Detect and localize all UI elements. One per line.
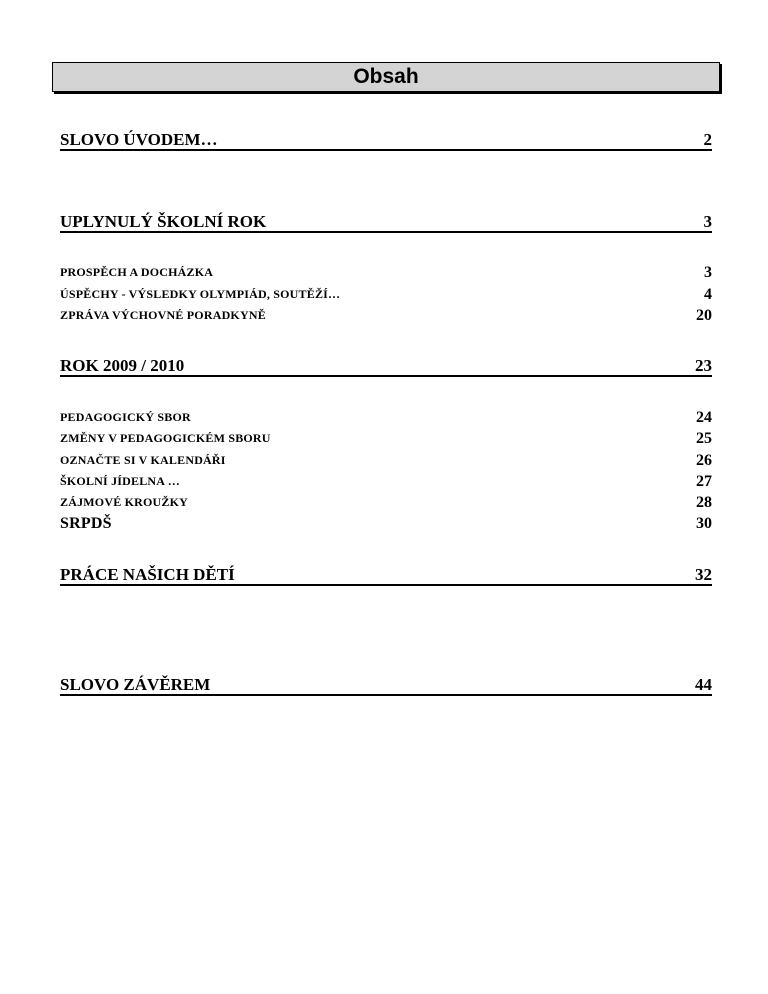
toc-entry-label: ÚSPĚCHY - VÝSLEDKY OLYMPIÁD, SOUTĚŽÍ… [60,287,341,301]
toc-title: Obsah [353,65,419,88]
toc-section-page: 44 [695,675,712,694]
toc-section-rok-2009-2010[interactable] [60,357,712,377]
toc-section-uplynuly-skolni-rok[interactable] [60,213,712,233]
toc-entry-label: SRPDŠ [60,515,112,532]
toc-entry-label: PEDAGOGICKÝ SBOR [60,410,191,424]
toc-entry-zprava[interactable] [60,306,712,324]
toc-entry-page: 30 [696,515,712,532]
toc-entry-page: 26 [696,452,712,469]
toc-entry-prospech[interactable] [60,263,712,281]
toc-entry-zmeny[interactable] [60,429,712,447]
toc-section-page: 3 [703,212,712,231]
toc-entry-label: ZÁJMOVÉ KROUŽKY [60,495,189,509]
toc-entry-srpds[interactable] [60,514,712,532]
toc-entry-page: 27 [696,473,712,490]
toc-entry-label: ZPRÁVA VÝCHOVNÉ PORADKYNĚ [60,308,266,322]
toc-entry-page: 24 [696,409,712,426]
toc-entry-page: 25 [696,430,712,447]
toc-entry-label: ŠKOLNÍ JÍDELNA … [60,474,180,488]
toc-section-slovo-uvodem[interactable] [60,131,712,151]
toc-section-page: 32 [695,565,712,584]
toc-entry-label: OZNAČTE SI V KALENDÁŘI [60,453,226,467]
toc-section-page: 2 [703,130,712,149]
toc-entry-oznacte[interactable] [60,451,712,469]
toc-section-prace-nasich-deti[interactable] [60,566,712,586]
toc-entry-jidelna[interactable] [60,472,712,490]
toc-entry-label: PROSPĚCH A DOCHÁZKA [60,265,214,279]
toc-entry-page: 4 [704,286,712,303]
toc-section-label: ROK 2009 / 2010 [60,356,185,375]
toc-section-slovo-zaverem[interactable] [60,676,712,696]
toc-entry-pedagogicky-sbor[interactable] [60,408,712,426]
toc-entry-uspechy[interactable] [60,285,712,303]
toc-entry-krouzky[interactable] [60,493,712,511]
toc-section-label: SLOVO ÚVODEM… [60,130,218,149]
toc-section-label: UPLYNULÝ ŠKOLNÍ ROK [60,212,267,231]
toc-entry-page: 28 [696,494,712,511]
toc-section-label: SLOVO ZÁVĚREM [60,675,211,694]
toc-section-page: 23 [695,356,712,375]
toc-entry-page: 20 [696,307,712,324]
toc-section-label: PRÁCE NAŠICH DĚTÍ [60,565,235,584]
toc-entry-label: ZMĚNY V PEDAGOGICKÉM SBORU [60,431,271,445]
toc-title-box [52,62,720,92]
toc-entry-page: 3 [704,264,712,281]
